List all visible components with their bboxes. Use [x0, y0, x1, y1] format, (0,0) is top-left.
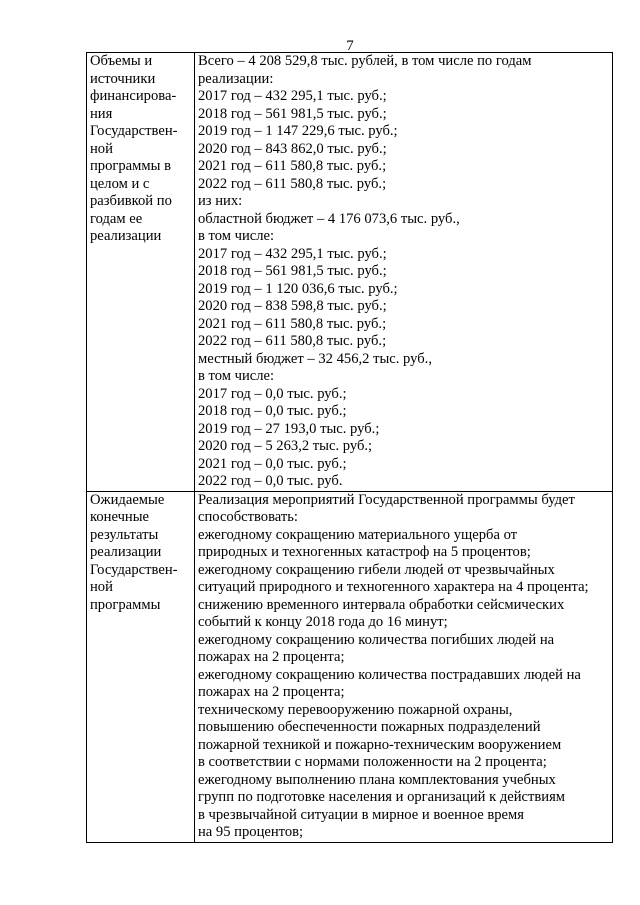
value-line: пожарах на 2 процента; — [198, 684, 345, 700]
value-line: 2022 год – 0,0 тыс. руб. — [198, 473, 343, 489]
results-label-cell — [87, 491, 195, 842]
value-line: ежегодному сокращению гибели людей от чрезвычайных — [198, 561, 555, 578]
value-line: 2017 год – 432 295,1 тыс. руб.; — [198, 245, 387, 262]
value-line: ежегодному сокращению количества пострадавших людей на — [198, 666, 581, 683]
value-line: групп по подготовке населения и организаций к действиям — [198, 789, 566, 805]
label-line: реализации — [90, 544, 162, 560]
value-line: в том числе: — [198, 368, 275, 384]
value-line: реализации: — [198, 70, 274, 87]
page-number: 7 — [346, 38, 354, 54]
value-line: 2017 год – 0,0 тыс. руб.; — [198, 385, 347, 402]
program-passport-table — [86, 52, 613, 843]
value-line: пожарах на 2 процента; — [198, 649, 345, 665]
value-line: 2019 год – 27 193,0 тыс. руб.; — [198, 420, 380, 437]
label-line: разбивкой по — [90, 193, 172, 209]
value-line: из них: — [198, 193, 243, 209]
value-line: в чрезвычайной ситуации в мирное и военное время — [198, 806, 524, 823]
value-line: 2021 год – 611 580,8 тыс. руб.; — [198, 315, 387, 332]
value-line: снижению временного интервала обработки сейсмических — [198, 596, 565, 613]
label-line: целом и с — [90, 175, 150, 192]
value-line: 2019 год – 1 147 229,6 тыс. руб.; — [198, 123, 398, 139]
value-line: Всего – 4 208 529,8 тыс. рублей, в том числе по годам — [198, 53, 532, 69]
label-line: Государствен- — [90, 561, 178, 578]
label-line: ной — [90, 579, 113, 595]
value-line: ежегодному сокращению материального ущерба от — [198, 526, 518, 543]
label-line: годам ее — [90, 210, 143, 227]
value-line: 2019 год – 1 120 036,6 тыс. руб.; — [198, 280, 398, 297]
value-line: Реализация мероприятий Государственной программы будет — [198, 491, 575, 508]
value-line: природных и техногенных катастроф на 5 процентов; — [198, 544, 531, 560]
label-line: ной — [90, 140, 113, 157]
value-line: областной бюджет – 4 176 073,6 тыс. руб., — [198, 210, 460, 227]
value-line: 2018 год – 561 981,5 тыс. руб.; — [198, 263, 387, 279]
value-line: повышению обеспеченности пожарных подразделений — [198, 719, 541, 735]
value-line: пожарной техникой и пожарно-техническим вооружением — [198, 736, 562, 753]
label-line: Ожидаемые — [90, 491, 165, 508]
label-line: Объемы и — [90, 53, 153, 69]
value-line: 2022 год – 611 580,8 тыс. руб.; — [198, 175, 387, 192]
label-line: Государствен- — [90, 123, 178, 139]
label-line: программы в — [90, 158, 171, 174]
label-line: источники — [90, 70, 156, 87]
label-line: конечные — [90, 509, 150, 525]
label-line: результаты — [90, 526, 159, 543]
table-row-expected-results — [87, 491, 613, 842]
value-line: техническому перевооружению пожарной охраны, — [198, 701, 513, 718]
label-line: реализации — [90, 228, 162, 244]
value-line: 2018 год – 561 981,5 тыс. руб.; — [198, 105, 387, 122]
value-line: 2020 год – 843 862,0 тыс. руб.; — [198, 140, 387, 157]
results-value-cell — [195, 491, 613, 842]
value-line: 2020 год – 5 263,2 тыс. руб.; — [198, 438, 373, 454]
value-line: в том числе: — [198, 228, 275, 244]
label-line: ния — [90, 105, 113, 122]
label-line: программы — [90, 596, 161, 613]
value-line: 2018 год – 0,0 тыс. руб.; — [198, 403, 347, 419]
label-line: финансирова- — [90, 88, 177, 104]
value-line: ситуаций природного и техногенного характера на 4 процента; — [198, 579, 589, 595]
value-line: 2021 год – 611 580,8 тыс. руб.; — [198, 158, 387, 174]
value-line: событий к концу 2018 года до 16 минут; — [198, 614, 448, 630]
value-line: 2022 год – 611 580,8 тыс. руб.; — [198, 333, 387, 349]
financing-label-cell — [87, 53, 195, 492]
value-line: на 95 процентов; — [198, 824, 304, 840]
value-line: местный бюджет – 32 456,2 тыс. руб., — [198, 350, 432, 367]
value-line: 2020 год – 838 598,8 тыс. руб.; — [198, 298, 387, 314]
value-line: 2017 год – 432 295,1 тыс. руб.; — [198, 88, 387, 104]
table-row-financing — [87, 53, 613, 492]
value-line: способствовать: — [198, 509, 298, 525]
value-line: в соответствии с нормами положенности на 2 процента; — [198, 754, 547, 770]
value-line: ежегодному выполнению плана комплектования учебных — [198, 771, 556, 788]
financing-value-cell — [195, 53, 613, 492]
value-line: ежегодному сокращению количества погибших людей на — [198, 631, 555, 648]
value-line: 2021 год – 0,0 тыс. руб.; — [198, 455, 347, 472]
